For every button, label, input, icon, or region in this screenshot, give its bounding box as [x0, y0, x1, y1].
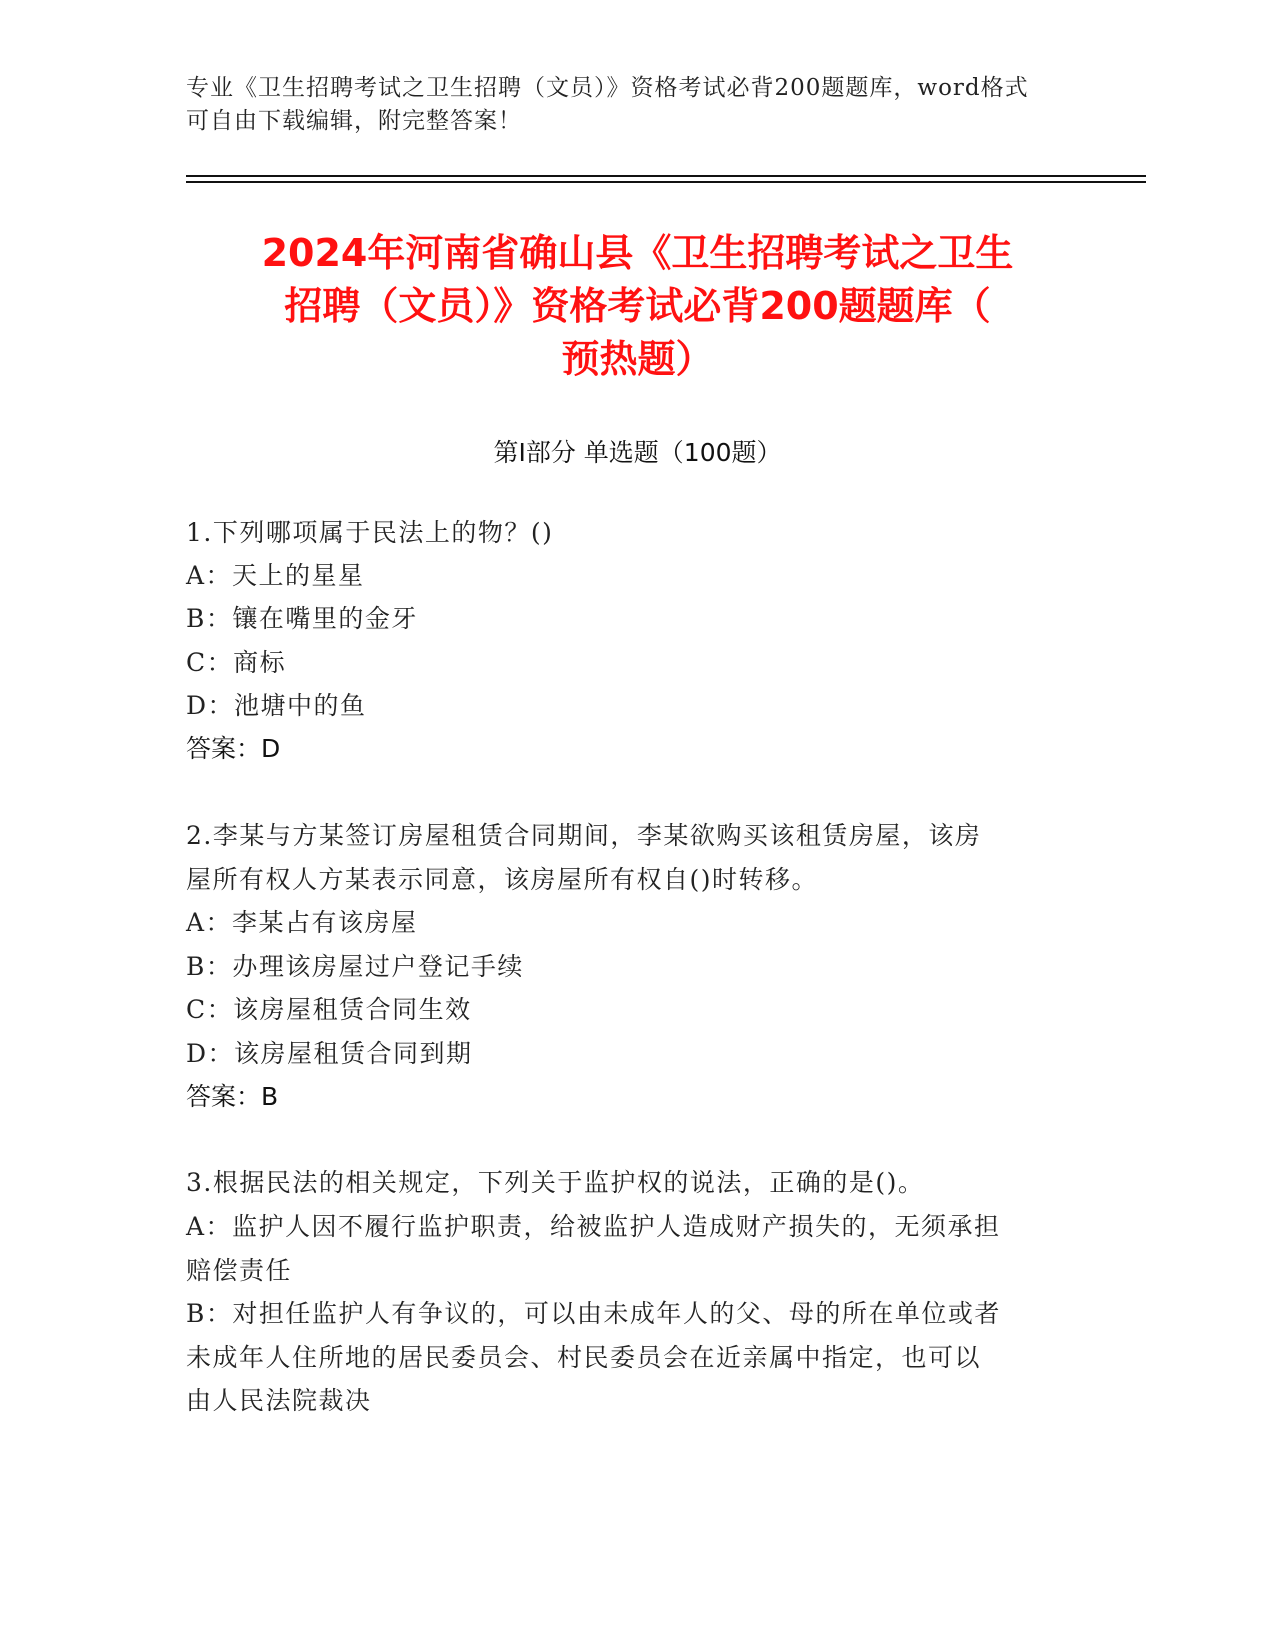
- question-option: B：对担任监护人有争议的，可以由未成年人的父、母的所在单位或者: [186, 1299, 1001, 1328]
- question-option: A：李某占有该房屋: [186, 908, 418, 937]
- question-stem: 1.下列哪项属于民法上的物？(): [186, 518, 554, 547]
- question-option: C：该房屋租赁合同生效: [186, 995, 472, 1024]
- section-heading: 第I部分 单选题（100题）: [493, 438, 782, 467]
- question-option: B：办理该房屋过户登记手续: [186, 952, 524, 981]
- question-option: A：天上的星星: [186, 561, 365, 590]
- question-stem: 屋所有权人方某表示同意，该房屋所有权自()时转移。: [186, 865, 819, 894]
- question-option: D：池塘中的鱼: [186, 691, 367, 720]
- question-option: D：该房屋租赁合同到期: [186, 1039, 473, 1068]
- question-option: A：监护人因不履行监护职责，给被监护人造成财产损失的，无须承担: [186, 1212, 1001, 1241]
- answer-label: 答案：D: [186, 734, 281, 763]
- question-option: 赔偿责任: [186, 1256, 293, 1285]
- document-title: [150, 227, 1125, 386]
- header-note-line: 专业《卫生招聘考试之卫生招聘（文员）》资格考试必背200题题库，word格式: [186, 75, 1029, 101]
- header-note-line: 可自由下载编辑，附完整答案！: [186, 108, 522, 134]
- header-rule: [186, 175, 1146, 177]
- question-option: C：商标: [186, 648, 287, 677]
- title-line: 2024年河南省确山县《卫生招聘考试之卫生: [261, 231, 1014, 275]
- question-stem: 2.李某与方某签订房屋租赁合同期间，李某欲购买该租赁房屋，该房: [186, 821, 982, 850]
- answer-label: 答案：B: [186, 1082, 279, 1111]
- title-line: 预热题）: [561, 337, 714, 381]
- question-option: B：镶在嘴里的金牙: [186, 604, 418, 633]
- title-line: 招聘（文员）》资格考试必背200题题库（: [284, 284, 991, 328]
- header-note: [186, 72, 1086, 138]
- question-option: 未成年人住所地的居民委员会、村民委员会在近亲属中指定，也可以: [186, 1343, 982, 1372]
- question-option: 由人民法院裁决: [186, 1386, 372, 1415]
- question-stem: 3.根据民法的相关规定，下列关于监护权的说法，正确的是()。: [186, 1168, 925, 1197]
- header-rule: [186, 181, 1146, 183]
